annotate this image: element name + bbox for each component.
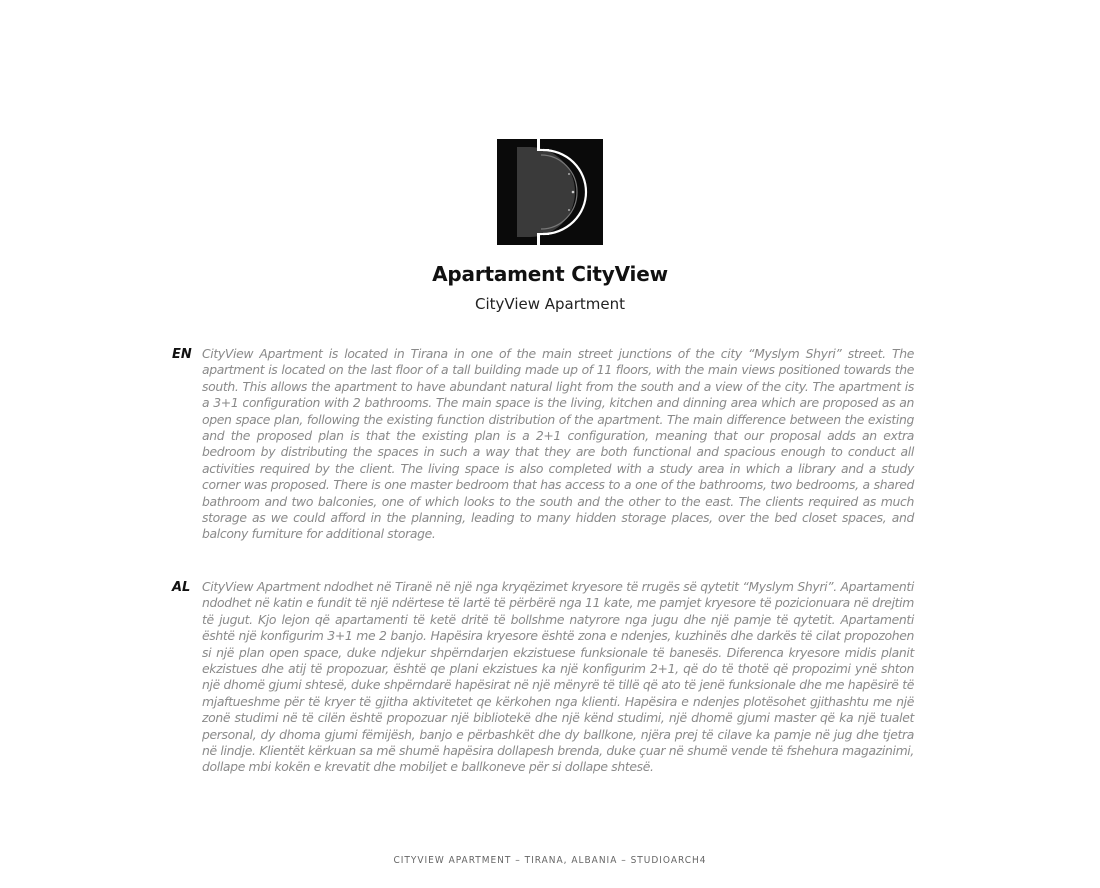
footer-caption: CITYVIEW APARTMENT – TIRANA, ALBANIA – STUDIOARCH4 [393,855,707,866]
language-label: EN [172,347,192,362]
page-subtitle: CityView Apartment [474,295,625,313]
description-en [172,346,914,543]
description-al [172,579,914,776]
page-title: Apartament CityView [432,262,668,286]
description-text: CityView Apartment ndodhet në Tiranë në një nga kryqëzimet kryesore të rrugës së qytetit “Myslym Shyri”. Apartamenti ndodhet në katin e fundit të një ndërtese të lartë të përbërë nga 11 kate, me pamjet kryesore të pozicionuara në drejtim të jugut. Kjo lejon që apartamenti të ketë dritë të bollshme natyrore nga jugu dhe një pamje të qytetit. Apartamenti është një konfigurim 3+1 me 2 banjo. Hapësira kryesore është zona e ndenjes, kuzhinës dhe darkës të cilat propozohen si një plan open space, duke ndjekur shpërndarjen ekzistuese funksionale të banesës. Diferenca kryesore midis planit ekzistues dhe atij të propozuar, është qe plani ekzistues ka një konfigurim 2+1, që do të thotë që propozimi ynë shton një dhomë gjumi shtesë, duke shpërndarë hapësirat në një mënyrë të tillë që ato të jenë funksionale dhe me hapësirë të mjaftueshme për të kryer të gjitha aktivitetet qe kërkohen nga klienti. Hapësira e ndenjes plotësohet gjithashtu me një zonë studimi në të cilën është propozuar një bibliotekë dhe një kënd studimi, një dhomë gjumi master që ka një tualet personal, dy dhoma gjumi fëmijësh, banjo e përbashkët dhe dy ballkone, njëra prej të cilave ka pamje në jug dhe tjetra në lindje. Klientët kërkuan sa më shumë hapësira dollapesh brenda, duke çuar në shumë vende të fshehura magazinimi, dollape mbi kokën e krevatit dhe mobiljet e ballkoneve për si dollape shtesë. [202,579,914,775]
cityview-logo-icon [497,139,603,245]
language-label: AL [172,580,191,595]
description-text: CityView Apartment is located in Tirana in one of the main street junctions of the city “Myslym Shyri” street. The apartment is located on the last floor of a tall building made up of 11 floors, with the main views positioned towards the south. This allows the apartment to have abundant natural light from the south and a view of the city. The apartment is a 3+1 configuration with 2 bathrooms. The main space is the living, kitchen and dinning area which are proposed as an open space plan, following the existing function distribution of the apartment. The main difference between the existing and the proposed plan is that the existing plan is a 2+1 configuration, meaning that our proposal adds an extra bedroom by distributing the spaces in such a way that they are both functional and spacious enough to conduct all activities required by the client. The living space is also completed with a study area in which a library and a study corner was proposed. There is one master bedroom that has access to a one of the bathrooms, two bedrooms, a shared bathroom and two balconies, one of which looks to the south and the other to the east. The clients required as much storage as we could afford in the planning, leading to many hidden storage places, over the bed closet spaces, and balcony furniture for additional storage. [202,346,914,542]
